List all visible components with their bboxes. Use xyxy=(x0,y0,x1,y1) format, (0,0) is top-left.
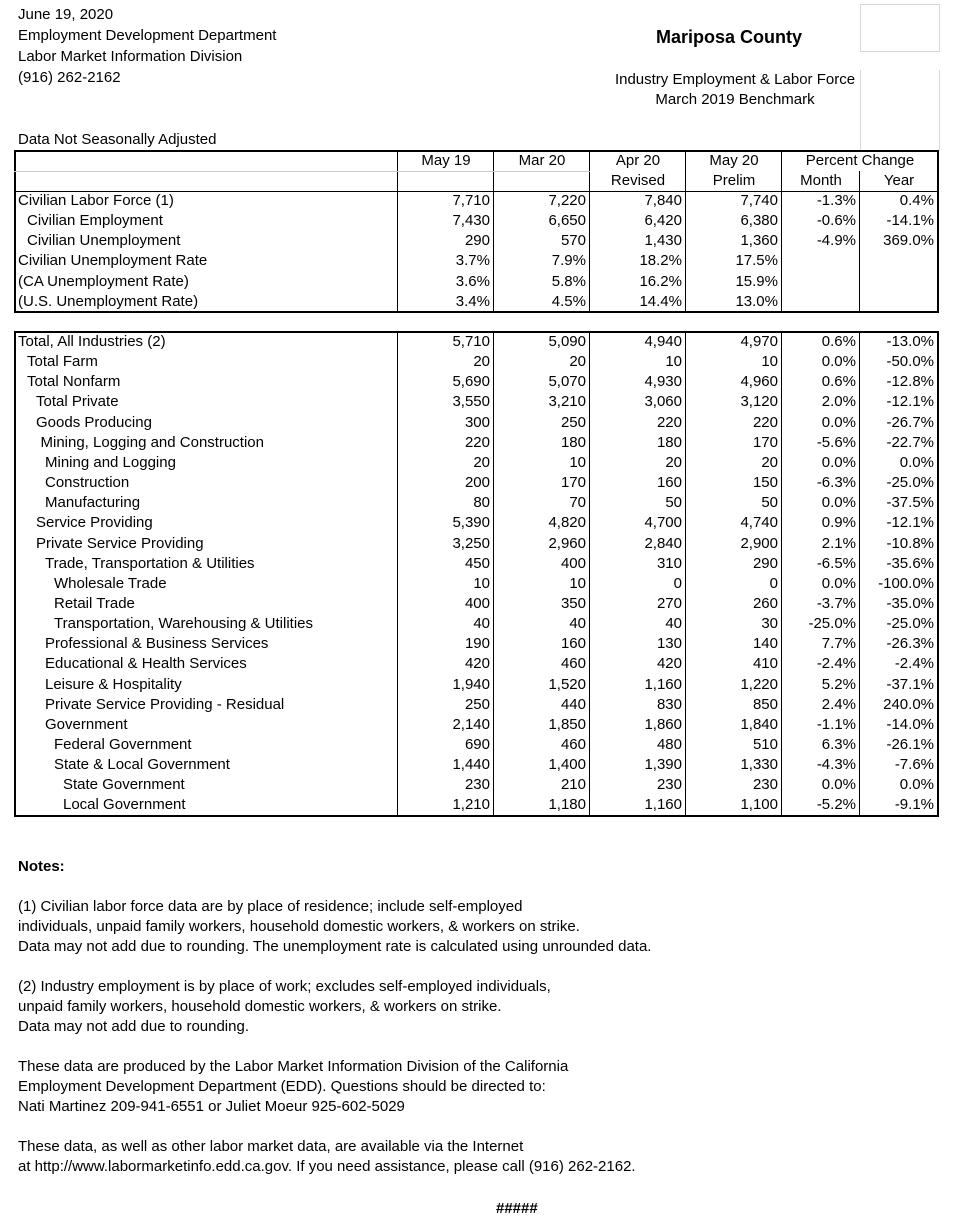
mar20-value: 170 xyxy=(560,474,586,492)
industry-row xyxy=(14,352,939,372)
mar20-value: 4,820 xyxy=(548,514,586,532)
row-label: Service Providing xyxy=(36,514,153,532)
may20-value: 15.9% xyxy=(735,272,778,290)
row-label: Trade, Transportation & Utilities xyxy=(45,554,255,572)
apr20-value: 3,060 xyxy=(644,393,682,411)
month-change: 2.1% xyxy=(821,534,856,552)
labor-force-row xyxy=(14,191,939,211)
industry-row xyxy=(14,795,939,815)
column-divider xyxy=(859,171,860,313)
col-header-may19: May 19 xyxy=(421,152,471,169)
apr20-value: 180 xyxy=(656,433,682,451)
industry-row xyxy=(14,735,939,755)
month-change: 0.0% xyxy=(821,494,856,512)
year-change: 0.4% xyxy=(899,192,934,209)
may19-value: 20 xyxy=(473,353,490,371)
month-change: -1.3% xyxy=(816,192,856,209)
may19-value: 300 xyxy=(464,413,490,431)
industry-row xyxy=(14,614,939,634)
department-name: Employment Development Department xyxy=(18,27,277,44)
apr20-value: 160 xyxy=(656,474,682,492)
month-change: -5.2% xyxy=(816,796,856,814)
month-change xyxy=(781,251,856,271)
may19-value: 200 xyxy=(464,474,490,492)
may19-value: 220 xyxy=(464,433,490,451)
row-label: Civilian Labor Force (1) xyxy=(18,192,174,209)
labor-force-row xyxy=(14,292,939,312)
may20-value: 4,960 xyxy=(740,373,778,391)
may19-value: 5,390 xyxy=(452,514,490,532)
row-label: State Government xyxy=(63,776,185,794)
row-label: Construction xyxy=(45,474,130,492)
mar20-value: 4.5% xyxy=(551,292,586,310)
industry-row xyxy=(14,594,939,614)
report-date: June 19, 2020 xyxy=(18,6,114,23)
month-change: 0.0% xyxy=(821,574,856,592)
mar20-value: 180 xyxy=(560,433,586,451)
mar20-value: 5,090 xyxy=(548,333,586,350)
may19-value: 420 xyxy=(464,655,490,673)
month-change xyxy=(781,292,856,312)
year-change: -22.7% xyxy=(886,433,934,451)
apr20-value: 1,430 xyxy=(644,232,682,250)
may19-value: 250 xyxy=(464,695,490,713)
mar20-value: 70 xyxy=(569,494,586,512)
row-label: Federal Government xyxy=(54,736,192,753)
col-header-month: Month xyxy=(800,172,842,189)
mar20-value: 250 xyxy=(560,413,586,431)
seasonal-adjustment-note: Data Not Seasonally Adjusted xyxy=(18,131,217,148)
column-divider xyxy=(589,331,590,817)
apr20-value: 270 xyxy=(656,594,682,612)
industry-row xyxy=(14,574,939,594)
may20-value: 50 xyxy=(761,494,778,512)
month-change: -25.0% xyxy=(808,615,856,633)
row-label: Mining, Logging and Construction xyxy=(40,433,264,451)
row-label: Retail Trade xyxy=(54,594,135,612)
apr20-value: 130 xyxy=(656,635,682,653)
year-change: -37.1% xyxy=(886,675,934,693)
industry-row xyxy=(14,755,939,775)
may20-value: 7,740 xyxy=(740,192,778,209)
month-change: 2.0% xyxy=(821,393,856,411)
column-divider xyxy=(859,331,860,817)
year-change: -14.0% xyxy=(886,715,934,733)
may19-value: 290 xyxy=(464,232,490,250)
row-label: Private Service Providing xyxy=(36,534,204,552)
apr20-value: 4,700 xyxy=(644,514,682,532)
mar20-value: 2,960 xyxy=(548,534,586,552)
industry-row xyxy=(14,493,939,513)
industry-row xyxy=(14,513,939,533)
month-change: -3.7% xyxy=(816,594,856,612)
row-label: Transportation, Warehousing & Utilities xyxy=(54,615,313,633)
labor-force-row xyxy=(14,272,939,292)
mar20-value: 3,210 xyxy=(548,393,586,411)
phone-number: (916) 262-2162 xyxy=(18,69,121,86)
year-change: -13.0% xyxy=(886,333,934,350)
may20-value: 3,120 xyxy=(740,393,778,411)
year-change: -14.1% xyxy=(886,212,934,230)
may19-value: 7,710 xyxy=(452,192,490,209)
column-divider xyxy=(781,331,782,817)
apr20-value: 1,860 xyxy=(644,715,682,733)
notes-heading: Notes: xyxy=(18,858,65,875)
column-divider xyxy=(493,331,494,817)
year-change: -35.6% xyxy=(886,554,934,572)
row-label: Manufacturing xyxy=(45,494,141,512)
year-change: -26.3% xyxy=(886,635,934,653)
month-change: -6.3% xyxy=(816,474,856,492)
mar20-value: 350 xyxy=(560,594,586,612)
may19-value: 5,710 xyxy=(452,333,490,350)
may20-value: 1,360 xyxy=(740,232,778,250)
month-change xyxy=(781,272,856,292)
industry-row xyxy=(14,654,939,674)
apr20-value: 4,940 xyxy=(644,333,682,350)
year-change: -25.0% xyxy=(886,615,934,633)
apr20-value: 480 xyxy=(656,736,682,753)
year-change: -2.4% xyxy=(894,655,934,673)
county-title: Mariposa County xyxy=(656,27,803,47)
may19-value: 2,140 xyxy=(452,715,490,733)
month-change: -6.5% xyxy=(816,554,856,572)
mar20-value: 5,070 xyxy=(548,373,586,391)
column-divider xyxy=(781,150,782,313)
may20-value: 6,380 xyxy=(740,212,778,230)
apr20-value: 420 xyxy=(656,655,682,673)
may19-value: 1,440 xyxy=(452,756,490,774)
row-label: State & Local Government xyxy=(54,756,230,774)
may19-value: 1,940 xyxy=(452,675,490,693)
may19-value: 7,430 xyxy=(452,212,490,230)
row-label: (CA Unemployment Rate) xyxy=(18,272,189,290)
header-divider xyxy=(397,171,590,172)
row-label: Private Service Providing - Residual xyxy=(45,695,285,713)
row-label: Total Farm xyxy=(27,353,98,371)
note-1-line: Data may not add due to rounding. The unemployment rate is calculated using unrounded data. xyxy=(18,938,652,955)
may20-value: 0 xyxy=(769,574,778,592)
may19-value: 3.6% xyxy=(455,272,490,290)
may20-value: 17.5% xyxy=(735,252,778,270)
may20-value: 20 xyxy=(761,453,778,471)
may20-value: 10 xyxy=(761,353,778,371)
month-change: 0.0% xyxy=(821,453,856,471)
year-change: 240.0% xyxy=(883,695,934,713)
apr20-value: 2,840 xyxy=(644,534,682,552)
industry-row xyxy=(14,473,939,493)
column-divider xyxy=(685,150,686,313)
may19-value: 190 xyxy=(464,635,490,653)
mar20-value: 10 xyxy=(569,453,586,471)
month-change: -4.9% xyxy=(816,232,856,250)
apr20-value: 10 xyxy=(665,353,682,371)
industry-row xyxy=(14,392,939,412)
mar20-value: 400 xyxy=(560,554,586,572)
apr20-value: 220 xyxy=(656,413,682,431)
notes-section xyxy=(18,857,651,1177)
year-change: -10.8% xyxy=(886,534,934,552)
apr20-value: 0 xyxy=(673,574,682,592)
row-label: Local Government xyxy=(63,796,186,814)
note-4-line: These data, as well as other labor market data, are available via the Internet xyxy=(18,1138,524,1155)
spreadsheet-cell-outline xyxy=(860,70,940,151)
may19-value: 3,550 xyxy=(452,393,490,411)
apr20-value: 230 xyxy=(656,776,682,794)
month-change: 0.0% xyxy=(821,353,856,371)
may20-value: 4,740 xyxy=(740,514,778,532)
mar20-value: 40 xyxy=(569,615,586,633)
may19-value: 3,250 xyxy=(452,534,490,552)
apr20-value: 310 xyxy=(656,554,682,572)
may20-value: 260 xyxy=(752,594,778,612)
month-change: -5.6% xyxy=(816,433,856,451)
mar20-value: 1,180 xyxy=(548,796,586,814)
mar20-value: 460 xyxy=(560,736,586,753)
month-change: 6.3% xyxy=(821,736,856,753)
year-change: 0.0% xyxy=(899,776,934,794)
report-subtitle xyxy=(596,70,874,110)
may19-value: 80 xyxy=(473,494,490,512)
may20-value: 410 xyxy=(752,655,778,673)
industry-row xyxy=(14,453,939,473)
mar20-value: 7,220 xyxy=(548,192,586,209)
year-change: -37.5% xyxy=(886,494,934,512)
industry-row xyxy=(14,715,939,735)
may19-value: 690 xyxy=(464,736,490,753)
month-change: 0.0% xyxy=(821,776,856,794)
may20-value: 2,900 xyxy=(740,534,778,552)
row-label: Government xyxy=(45,715,128,733)
apr20-value: 7,840 xyxy=(644,192,682,209)
mar20-value: 210 xyxy=(560,776,586,794)
row-label: Civilian Unemployment Rate xyxy=(18,252,208,270)
apr20-value: 1,160 xyxy=(644,675,682,693)
industry-row xyxy=(14,675,939,695)
may20-value: 1,330 xyxy=(740,756,778,774)
year-change: -35.0% xyxy=(886,594,934,612)
apr20-value: 4,930 xyxy=(644,373,682,391)
year-change: -100.0% xyxy=(878,574,934,592)
may20-value: 150 xyxy=(752,474,778,492)
note-3-line: These data are produced by the Labor Market Information Division of the California xyxy=(18,1058,569,1075)
industry-row xyxy=(14,534,939,554)
note-4-line: at http://www.labormarketinfo.edd.ca.gov. If you need assistance, please call (916) 262-2162. xyxy=(18,1158,636,1175)
month-change: -0.6% xyxy=(816,212,856,230)
mar20-value: 460 xyxy=(560,655,586,673)
may19-value: 450 xyxy=(464,554,490,572)
row-label: Mining and Logging xyxy=(45,453,176,471)
industry-row xyxy=(14,775,939,795)
month-change: 0.6% xyxy=(821,333,856,350)
month-change: 7.7% xyxy=(821,635,856,653)
row-label: Wholesale Trade xyxy=(54,574,167,592)
industry-row xyxy=(14,372,939,392)
industry-row xyxy=(14,332,939,352)
may19-value: 10 xyxy=(473,574,490,592)
year-change: -26.1% xyxy=(886,736,934,753)
year-change xyxy=(859,292,934,312)
month-change: 2.4% xyxy=(821,695,856,713)
row-label: Total Nonfarm xyxy=(27,373,121,391)
col-header-may20-prelim: Prelim xyxy=(712,172,756,189)
year-change: -12.1% xyxy=(886,393,934,411)
month-change: -4.3% xyxy=(816,756,856,774)
mar20-value: 5.8% xyxy=(551,272,586,290)
apr20-value: 1,160 xyxy=(644,796,682,814)
row-label: Professional & Business Services xyxy=(45,635,269,653)
mar20-value: 1,400 xyxy=(548,756,586,774)
note-1-line: individuals, unpaid family workers, household domestic workers, & workers on strike. xyxy=(18,918,580,935)
may19-value: 20 xyxy=(473,453,490,471)
row-label: Total, All Industries (2) xyxy=(18,333,166,350)
col-header-apr20-revised: Revised xyxy=(610,172,666,189)
row-label: (U.S. Unemployment Rate) xyxy=(18,292,199,310)
row-label: Goods Producing xyxy=(36,413,152,431)
may20-value: 140 xyxy=(752,635,778,653)
industry-row xyxy=(14,634,939,654)
year-change: -50.0% xyxy=(886,353,934,371)
month-change: 5.2% xyxy=(821,675,856,693)
row-label: Civilian Unemployment xyxy=(27,232,181,250)
may20-value: 220 xyxy=(752,413,778,431)
col-header-percent-change: Percent Change xyxy=(805,152,915,169)
report-subtitle-line2: March 2019 Benchmark xyxy=(655,91,815,108)
apr20-value: 6,420 xyxy=(644,212,682,230)
may20-value: 850 xyxy=(752,695,778,713)
header-left xyxy=(18,4,276,88)
mar20-value: 1,850 xyxy=(548,715,586,733)
apr20-value: 18.2% xyxy=(639,252,682,270)
may20-value: 1,220 xyxy=(740,675,778,693)
may20-value: 30 xyxy=(761,615,778,633)
may19-value: 400 xyxy=(464,594,490,612)
header-divider xyxy=(14,171,397,172)
year-change: -7.6% xyxy=(894,756,934,774)
note-2-line: Data may not add due to rounding. xyxy=(18,1018,249,1035)
may19-value: 40 xyxy=(473,615,490,633)
year-change: -25.0% xyxy=(886,474,934,492)
year-change xyxy=(859,272,934,292)
apr20-value: 20 xyxy=(665,453,682,471)
may20-value: 4,970 xyxy=(740,333,778,350)
column-divider xyxy=(397,150,398,313)
column-divider xyxy=(493,150,494,313)
col-header-apr20: Apr 20 xyxy=(615,152,661,169)
apr20-value: 14.4% xyxy=(639,292,682,310)
mar20-value: 160 xyxy=(560,635,586,653)
year-change: 0.0% xyxy=(899,453,934,471)
year-change: -12.1% xyxy=(886,514,934,532)
column-divider xyxy=(589,150,590,313)
month-change: 0.9% xyxy=(821,514,856,532)
note-3-line: Employment Development Department (EDD). Questions should be directed to: xyxy=(18,1078,546,1095)
apr20-value: 50 xyxy=(665,494,682,512)
mar20-value: 1,520 xyxy=(548,675,586,693)
mar20-value: 7.9% xyxy=(551,252,586,270)
row-label: Total Private xyxy=(36,393,119,411)
may19-value: 3.7% xyxy=(455,252,490,270)
apr20-value: 830 xyxy=(656,695,682,713)
col-header-mar20: Mar 20 xyxy=(518,152,566,169)
year-change: -26.7% xyxy=(886,413,934,431)
month-change: 0.0% xyxy=(821,413,856,431)
mar20-value: 20 xyxy=(569,353,586,371)
may20-value: 230 xyxy=(752,776,778,794)
year-change: -9.1% xyxy=(894,796,934,814)
note-2-line: unpaid family workers, household domestic workers, & workers on strike. xyxy=(18,998,502,1015)
note-2-line: (2) Industry employment is by place of work; excludes self-employed individuals, xyxy=(18,978,551,995)
may19-value: 230 xyxy=(464,776,490,794)
column-divider xyxy=(685,331,686,817)
industry-row xyxy=(14,695,939,715)
column-divider xyxy=(397,331,398,817)
end-marker: ##### xyxy=(496,1200,538,1217)
row-label: Educational & Health Services xyxy=(45,655,247,673)
may19-value: 5,690 xyxy=(452,373,490,391)
industry-row xyxy=(14,554,939,574)
month-change: -2.4% xyxy=(816,655,856,673)
mar20-value: 10 xyxy=(569,574,586,592)
may20-value: 13.0% xyxy=(735,292,778,310)
may20-value: 1,840 xyxy=(740,715,778,733)
may20-value: 510 xyxy=(752,736,778,753)
mar20-value: 570 xyxy=(560,232,586,250)
month-change: -1.1% xyxy=(816,715,856,733)
labor-force-row xyxy=(14,231,939,251)
division-name: Labor Market Information Division xyxy=(18,48,243,65)
row-label: Leisure & Hospitality xyxy=(45,675,182,693)
apr20-value: 1,390 xyxy=(644,756,682,774)
mar20-value: 440 xyxy=(560,695,586,713)
year-change xyxy=(859,251,934,271)
year-change: 369.0% xyxy=(883,232,934,250)
industry-row xyxy=(14,433,939,453)
header-divider xyxy=(14,191,939,192)
apr20-value: 16.2% xyxy=(639,272,682,290)
labor-force-row xyxy=(14,251,939,271)
mar20-value: 6,650 xyxy=(548,212,586,230)
spreadsheet-cell-outline xyxy=(860,4,940,52)
may20-value: 290 xyxy=(752,554,778,572)
note-3-line: Nati Martinez 209-941-6551 or Juliet Moeur 925-602-5029 xyxy=(18,1098,405,1115)
industry-row xyxy=(14,413,939,433)
may19-value: 3.4% xyxy=(455,292,490,310)
labor-force-row xyxy=(14,211,939,231)
may20-value: 1,100 xyxy=(740,796,778,814)
row-label: Civilian Employment xyxy=(27,212,163,230)
col-header-year: Year xyxy=(883,172,915,189)
may20-value: 170 xyxy=(752,433,778,451)
report-subtitle-line1: Industry Employment & Labor Force xyxy=(614,71,856,88)
apr20-value: 40 xyxy=(665,615,682,633)
note-1-line: (1) Civilian labor force data are by place of residence; include self-employed xyxy=(18,898,523,915)
year-change: -12.8% xyxy=(886,373,934,391)
col-header-may20: May 20 xyxy=(709,152,759,169)
month-change: 0.6% xyxy=(821,373,856,391)
may19-value: 1,210 xyxy=(452,796,490,814)
